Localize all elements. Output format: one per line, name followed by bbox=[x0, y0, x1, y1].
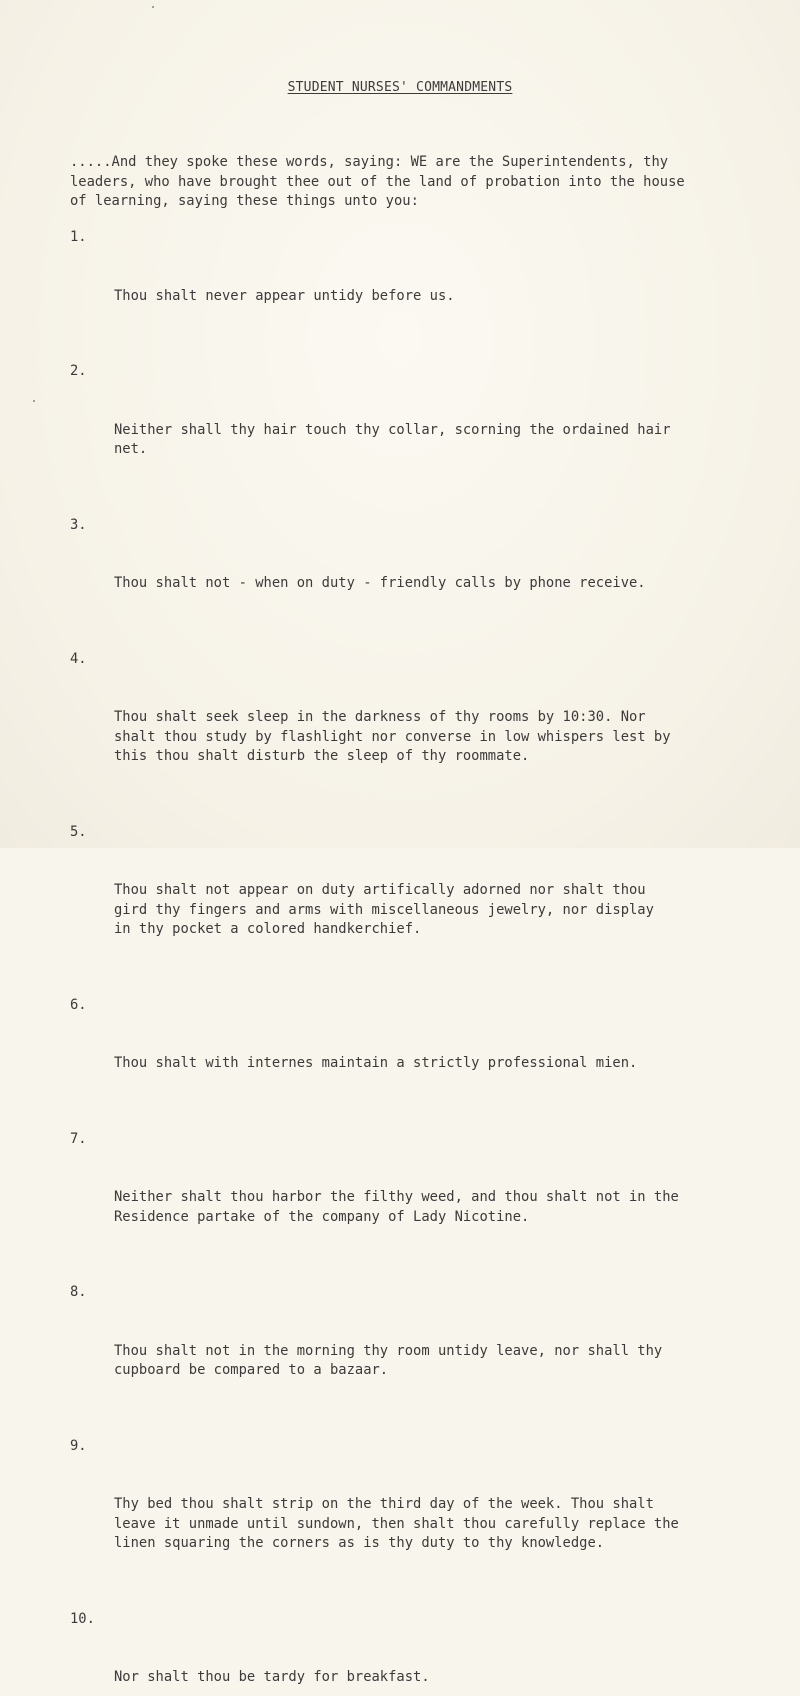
commandment-number: 6. bbox=[70, 996, 87, 1016]
commandment-text: Thy bed thou shalt strip on the third day of the week. Thou shalt leave it unmade until sundown, then shalt thou carefully replace the linen squaring the corners as is thy duty to thy knowledge. bbox=[114, 1495, 750, 1554]
commandment-text: Neither shalt thou harbor the filthy weed, and thou shalt not in the Residence partake of the company of Lady Nicotine. bbox=[114, 1188, 750, 1227]
commandment-item bbox=[70, 516, 750, 633]
commandment-number: 9. bbox=[70, 1437, 87, 1457]
commandment-number: 3. bbox=[70, 516, 87, 536]
commandments-list bbox=[70, 228, 750, 1696]
paper-speck bbox=[33, 400, 35, 402]
commandment-number: 2. bbox=[70, 362, 87, 382]
commandment-item bbox=[70, 1283, 750, 1420]
commandment-number: 1. bbox=[70, 228, 87, 248]
commandment-text: Thou shalt not in the morning thy room untidy leave, nor shall thy cupboard be compared to a bazaar. bbox=[114, 1342, 750, 1381]
commandment-text: Thou shalt not appear on duty artifically adorned nor shalt thou gird thy fingers and arms with miscellaneous jewelry, nor display in thy pocket a colored handkerchief. bbox=[114, 881, 750, 940]
intro-paragraph: .....And they spoke these words, saying: WE are the Superintendents, thy leaders, who have brought thee out of the land of probation into the house of learning, saying these things unto you: bbox=[70, 153, 750, 212]
commandment-text: Thou shalt seek sleep in the darkness of thy rooms by 10:30. Nor shalt thou study by flashlight nor converse in low whispers lest by this thou shalt disturb the sleep of thy roommate. bbox=[114, 708, 750, 767]
commandment-text: Thou shalt not - when on duty - friendly calls by phone receive. bbox=[114, 574, 750, 594]
commandment-number: 10. bbox=[70, 1610, 95, 1630]
paper-speck bbox=[152, 6, 154, 8]
commandment-number: 4. bbox=[70, 650, 87, 670]
commandment-text: Neither shall thy hair touch thy collar, scorning the ordained hair net. bbox=[114, 421, 750, 460]
commandment-item bbox=[70, 1610, 750, 1696]
commandment-item bbox=[70, 650, 750, 806]
commandment-item bbox=[70, 228, 750, 345]
commandment-item bbox=[70, 996, 750, 1113]
document-title-text: STUDENT NURSES' COMMANDMENTS bbox=[288, 80, 513, 95]
commandment-number: 5. bbox=[70, 823, 87, 843]
commandment-item bbox=[70, 823, 750, 979]
commandment-item bbox=[70, 362, 750, 499]
commandment-text: Thou shalt never appear untidy before us. bbox=[114, 287, 750, 307]
document-title bbox=[0, 80, 800, 95]
commandment-number: 7. bbox=[70, 1130, 87, 1150]
commandment-text: Nor shalt thou be tardy for breakfast. bbox=[114, 1668, 750, 1688]
commandment-text: Thou shalt with internes maintain a strictly professional mien. bbox=[114, 1054, 750, 1074]
commandment-item bbox=[70, 1437, 750, 1593]
commandment-item bbox=[70, 1130, 750, 1267]
commandment-number: 8. bbox=[70, 1283, 87, 1303]
